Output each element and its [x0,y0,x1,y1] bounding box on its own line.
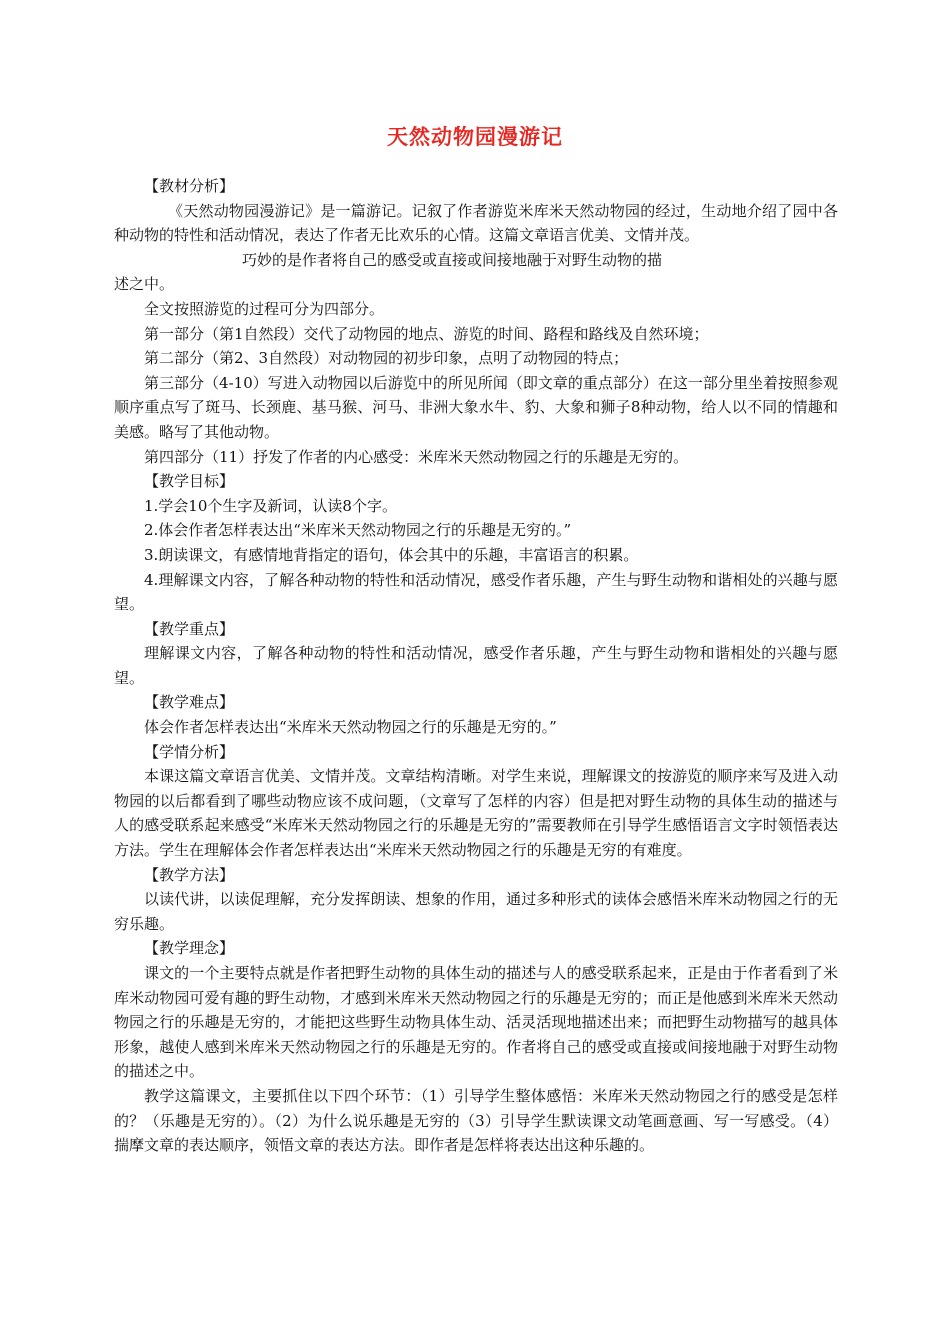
section-heading: 【学情分析】 [144,742,235,761]
body-paragraph: 第二部分（第2、3自然段）对动物园的初步印象，点明了动物园的特点； [144,349,629,368]
body-paragraph: 1.学会10个生字及新词，认读8个字。 [144,496,397,515]
body-paragraph: 教学这篇课文，主要抓住以下四个环节：（1）引导学生整体感悟：米库米天然动物园之行的感受是怎样的？（乐趣是无穷的）。（2）为什么说乐趣是无穷的（3）引导学生默读课文动笔画意画、写一写感受。（4）揣摩文章的表达顺序，领悟文章的表达方法。即作者是怎样将表达出这种乐趣的。 [114,1086,838,1155]
body-paragraph: 第三部分（4-10）写进入动物园以后游览中的所见所闻（即文章的重点部分）在这一部分里坐着按照参观顺序重点写了斑马、长颈鹿、基马猴、河马、非洲大象水牛、豹、大象和狮子8种动物，给人以不同的情趣和美感。略写了其他动物。 [114,373,838,441]
body-paragraph: 第四部分（11）抒发了作者的内心感受：米库米天然动物园之行的乐趣是无穷的。 [144,447,689,466]
body-paragraph: 2.体会作者怎样表达出“米库米天然动物园之行的乐趣是无穷的。” [144,521,572,540]
body-paragraph: 3.朗读课文，有感情地背指定的语句，体会其中的乐趣，丰富语言的积累。 [144,545,639,564]
body-paragraph: 全文按照游览的过程可分为四部分。 [144,299,385,318]
document-body [114,174,838,1158]
section-heading: 【教学难点】 [144,693,235,712]
body-paragraph: 理解课文内容，了解各种动物的特性和活动情况，感受作者乐趣，产生与野生动物和谐相处的兴趣与愿望。 [114,644,838,687]
section-heading: 【教学理念】 [144,939,235,958]
body-paragraph: 体会作者怎样表达出“米库米天然动物园之行的乐趣是无穷的。” [144,718,557,737]
body-paragraph: 本课这篇文章语言优美、文情并茂。文章结构清晰。对学生来说，理解课文的按游览的顺序来写及进入动物园的以后都看到了哪些动物应该不成问题，（文章写了怎样的内容）但是把对野生动物的具体生动的描述与人的感受联系起来感受“米库米天然动物园之行的乐趣是无穷的”需要教师在引导学生感悟语言文字时领悟表达方法。学生在理解体会作者怎样表达出“米库米天然动物园之行的乐趣是无穷的有难度。 [114,767,838,860]
body-paragraph: 《天然动物园漫游记》是一篇游记。记叙了作者游览米库米天然动物园的经过，生动地介绍了园中各种动物的特性和活动情况，表达了作者无比欢乐的心情。这篇文章语言优美、文情并茂。 [114,201,838,245]
body-paragraph: 4.理解课文内容，了解各种动物的特性和活动情况，感受作者乐趣，产生与野生动物和谐相处的兴趣与愿望。 [114,570,838,614]
body-paragraph: 课文的一个主要特点就是作者把野生动物的具体生动的描述与人的感受联系起来，正是由于作者看到了米库米动物园可爱有趣的野生动物，才感到米库米天然动物园之行的乐趣是无穷的；而正是他感到米库米天然动物园之行的乐趣是无穷的，才能把这些野生动物具体生动、活灵活现地描述出来；而把野生动物描写的越具体形象，越使人感到米库米天然动物园之行的乐趣是无穷的。作者将自己的感受或直接或间接地融于对野生动物的描述之中。 [114,964,838,1081]
body-paragraph: 以读代讲，以读促理解，充分发挥朗读、想象的作用，通过多种形式的读体会感悟米库米动物园之行的无穷乐趣。 [114,890,838,933]
section-heading: 【教学目标】 [144,472,235,491]
body-paragraph: 第一部分（第1自然段）交代了动物园的地点、游览的时间、路程和路线及自然环境； [144,324,709,343]
section-heading: 【教学重点】 [144,619,235,638]
section-heading: 【教学方法】 [144,865,235,884]
section-heading: 【教材分析】 [144,177,235,195]
body-paragraph: 巧妙的是作者将自己的感受或直接或间接地融于对野生动物的描 [242,250,663,269]
document-title: 天然动物园漫游记 [387,124,563,149]
body-paragraph: 述之中。 [114,275,175,294]
